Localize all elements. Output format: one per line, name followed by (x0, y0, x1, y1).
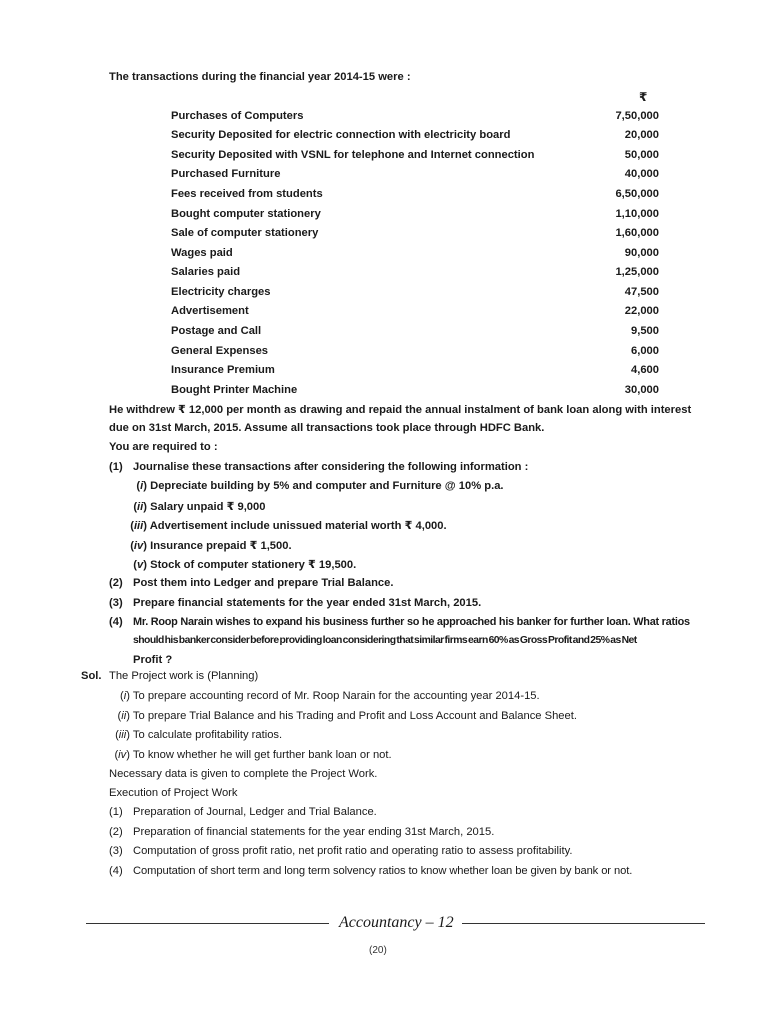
intro-text: The transactions during the financial year 2014-15 were : (109, 71, 411, 83)
solution-intro: The Project work is (Planning) (109, 670, 259, 682)
requirement-number: (2) (109, 577, 123, 589)
transaction-label: Insurance Premium (171, 364, 275, 376)
footer-rule-right (462, 923, 705, 924)
sub-item-numeral: v (137, 559, 144, 571)
footer-rule-left (86, 923, 329, 924)
execution-text: Preparation of Journal, Ledger and Trial Balance. (133, 806, 377, 818)
transaction-label: Sale of computer stationery (171, 227, 319, 239)
execution-heading: Execution of Project Work (109, 787, 238, 799)
sub-item-text: Advertisement include unissued material worth ₹ 4,000. (149, 520, 447, 532)
transaction-label: Postage and Call (171, 325, 262, 337)
transaction-amount: 47,500 (624, 286, 659, 298)
planning-text: To calculate profitability ratios. (132, 729, 283, 741)
sub-item-text: Insurance prepaid ₹ 1,500. (150, 540, 292, 552)
requirement-text: Journalise these transactions after considering the following information : (133, 461, 529, 473)
requirement-number: (4) (109, 616, 123, 628)
transaction-label: Wages paid (171, 247, 233, 259)
requirement-number: (3) (109, 597, 123, 609)
transaction-label: Security Deposited with VSNL for telephone and Internet connection (171, 149, 535, 161)
planning-item: (iii) To calculate profitability ratios. (115, 729, 283, 741)
requirement-number: (1) (109, 461, 123, 473)
transaction-label: Bought Printer Machine (171, 384, 298, 396)
footer-title: Accountancy – 12 (339, 914, 454, 931)
transaction-label: Bought computer stationery (171, 208, 321, 220)
transaction-label: Advertisement (171, 305, 249, 317)
planning-numeral: iv (118, 749, 127, 761)
sub-item-text: Salary unpaid ₹ 9,000 (150, 501, 266, 513)
transaction-amount: 22,000 (624, 305, 659, 317)
transaction-amount: 1,10,000 (615, 208, 659, 220)
transaction-amount: 6,50,000 (615, 188, 659, 200)
planning-text: To prepare Trial Balance and his Trading and Profit and Loss Account and Balance Sheet. (132, 710, 577, 722)
planning-item: (ii) To prepare Trial Balance and his Trading and Profit and Loss Account and Balance Sheet. (117, 710, 577, 722)
execution-number: (2) (109, 826, 123, 838)
sub-item-numeral: i (140, 480, 144, 492)
requirement-text: should his banker consider before providing loan considering that similar firms earn 60% as Gross Profit and 25% as Net (133, 635, 637, 646)
transaction-amount: 90,000 (624, 247, 659, 259)
execution-text: Preparation of financial statements for the year ending 31st March, 2015. (133, 826, 495, 838)
planning-numeral: iii (118, 729, 127, 741)
transaction-amount: 9,500 (631, 325, 659, 337)
requirement-text: Profit ? (133, 654, 173, 666)
execution-text: Computation of gross profit ratio, net profit ratio and operating ratio to assess profitability. (133, 845, 573, 857)
sub-item-numeral: ii (137, 501, 144, 513)
sub-item: (iv) Insurance prepaid ₹ 1,500. (130, 540, 292, 552)
sub-item-numeral: iv (133, 540, 144, 552)
transaction-label: Salaries paid (171, 266, 241, 278)
sub-item: (i) Depreciate building by 5% and computer and Furniture @ 10% p.a. (136, 480, 504, 492)
transaction-amount: 1,25,000 (615, 266, 659, 278)
requirement-text: Post them into Ledger and prepare Trial Balance. (133, 577, 394, 589)
transaction-amount: 7,50,000 (615, 110, 659, 122)
planning-item: (iv) To know whether he will get further bank loan or not. (114, 749, 392, 761)
requirement-text: Prepare financial statements for the year ended 31st March, 2015. (133, 597, 482, 609)
transaction-amount: 1,60,000 (615, 227, 659, 239)
execution-text: Computation of short term and long term solvency ratios to know whether loan be given by bank or not. (133, 865, 633, 877)
sub-item-text: Depreciate building by 5% and computer and Furniture @ 10% p.a. (150, 480, 504, 492)
sub-item-text: Stock of computer stationery ₹ 19,500. (150, 559, 357, 571)
planning-item: (i) To prepare accounting record of Mr. Roop Narain for the accounting year 2014-15. (120, 690, 540, 702)
execution-number: (1) (109, 806, 123, 818)
transaction-amount: 30,000 (624, 384, 659, 396)
requirement-text: Mr. Roop Narain wishes to expand his business further so he approached his banker for further loan. What ratios (133, 616, 690, 628)
transaction-amount: 4,600 (631, 364, 659, 376)
execution-number: (4) (109, 865, 123, 877)
transaction-amount: 50,000 (624, 149, 659, 161)
transaction-label: Electricity charges (171, 286, 271, 298)
planning-numeral: i (123, 690, 127, 702)
transaction-label: Security Deposited for electric connection with electricity board (171, 129, 511, 141)
page-number: (20) (369, 945, 387, 956)
currency-symbol: ₹ (639, 90, 648, 104)
planning-numeral: ii (121, 710, 127, 722)
transaction-label: Fees received from students (171, 188, 323, 200)
drawing-note-line: He withdrew ₹ 12,000 per month as drawing and repaid the annual instalment of bank loan along with interest (109, 404, 692, 416)
transaction-amount: 20,000 (624, 129, 659, 141)
planning-text: To know whether he will get further bank loan or not. (132, 749, 392, 761)
sub-item: (ii) Salary unpaid ₹ 9,000 (133, 501, 266, 513)
transaction-amount: 6,000 (631, 345, 659, 357)
sub-item: (iii) Advertisement include unissued material worth ₹ 4,000. (130, 520, 447, 532)
transaction-label: General Expenses (171, 345, 269, 357)
transaction-label: Purchases of Computers (171, 110, 304, 122)
sub-item: (v) Stock of computer stationery ₹ 19,500. (133, 559, 357, 571)
necessary-data-text: Necessary data is given to complete the Project Work. (109, 768, 378, 780)
transaction-label: Purchased Furniture (171, 168, 281, 180)
drawing-note-line: due on 31st March, 2015. Assume all transactions took place through HDFC Bank. (109, 422, 545, 434)
solution-label: Sol. (81, 670, 102, 682)
execution-number: (3) (109, 845, 123, 857)
required-heading: You are required to : (109, 441, 218, 453)
planning-text: To prepare accounting record of Mr. Roop Narain for the accounting year 2014-15. (132, 690, 540, 702)
transaction-amount: 40,000 (624, 168, 659, 180)
sub-item-numeral: iii (133, 520, 144, 532)
